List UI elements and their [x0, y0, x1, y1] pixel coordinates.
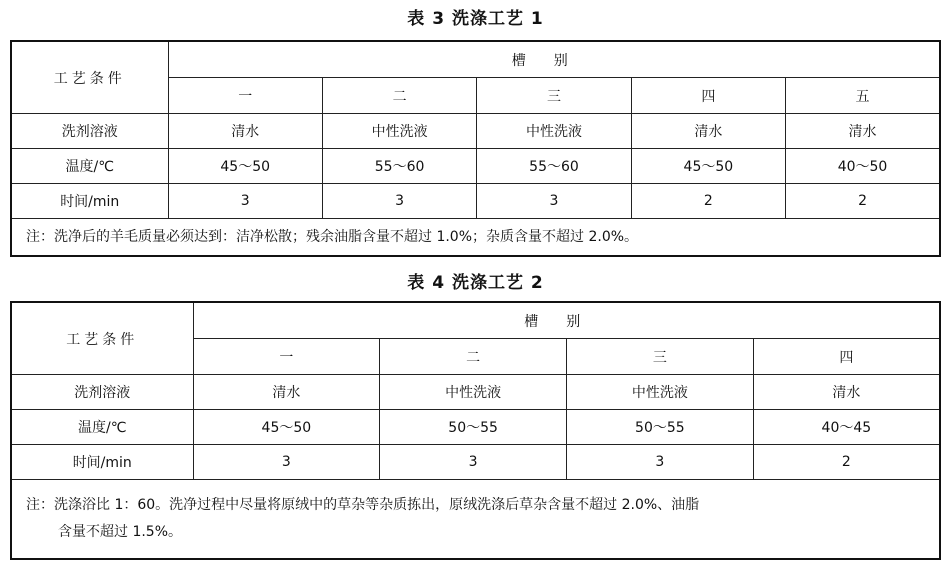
table-cell: 3	[193, 445, 380, 480]
table-cell: 清水	[786, 114, 940, 149]
table-cell: 3	[168, 184, 322, 219]
table4-col-2: 二	[380, 339, 567, 375]
table-cell: 45～50	[168, 149, 322, 184]
table-row	[11, 114, 940, 149]
row-label: 时间/min	[11, 445, 193, 480]
table4-header-row	[11, 302, 940, 339]
table-cell: 2	[786, 184, 940, 219]
table-row	[11, 375, 940, 410]
table-row	[11, 149, 940, 184]
table-cell: 50～55	[567, 410, 754, 445]
table-cell: 55～60	[322, 149, 476, 184]
table4-note-line1: 注：洗涤浴比 1：60。洗净过程中尽量将原绒中的草杂等杂质拣出，原绒洗涤后草杂含量不超过 2.0%、油脂	[26, 497, 700, 513]
table-cell: 中性洗液	[380, 375, 567, 410]
row-label: 洗剂溶液	[11, 114, 168, 149]
table-row	[11, 410, 940, 445]
table-cell: 45～50	[193, 410, 380, 445]
row-label: 洗剂溶液	[11, 375, 193, 410]
table3-header-row	[11, 41, 940, 78]
table-row	[11, 184, 940, 219]
table-cell: 50～55	[380, 410, 567, 445]
table-cell: 中性洗液	[567, 375, 754, 410]
table-cell: 2	[753, 445, 940, 480]
table3-caption: 表 3 洗涤工艺 1	[407, 9, 544, 29]
table-cell: 3	[477, 184, 631, 219]
table4-note	[11, 480, 940, 560]
table4	[10, 301, 941, 560]
table3-col-4: 四	[631, 78, 785, 114]
table-cell: 40～50	[786, 149, 940, 184]
table-cell: 3	[567, 445, 754, 480]
table-row	[11, 445, 940, 480]
table3-col-1: 一	[168, 78, 322, 114]
table3-col-5: 五	[786, 78, 940, 114]
table-cell: 清水	[168, 114, 322, 149]
table4-condition-header: 工艺条件	[11, 302, 193, 375]
table-cell: 3	[380, 445, 567, 480]
row-label: 时间/min	[11, 184, 168, 219]
table-cell: 中性洗液	[477, 114, 631, 149]
table-cell: 清水	[193, 375, 380, 410]
table3	[10, 40, 941, 257]
table3-group-header: 槽别	[168, 41, 940, 78]
table-cell: 3	[322, 184, 476, 219]
table3-note-row	[11, 219, 940, 257]
table-cell: 55～60	[477, 149, 631, 184]
row-label: 温度/℃	[11, 149, 168, 184]
table3-note: 注：洗净后的羊毛质量必须达到：洁净松散；残余油脂含量不超过 1.0%；杂质含量不超过 2.0%。	[11, 219, 940, 257]
row-label: 温度/℃	[11, 410, 193, 445]
table-cell: 清水	[631, 114, 785, 149]
table-cell: 40～45	[753, 410, 940, 445]
table-cell: 45～50	[631, 149, 785, 184]
table4-note-line2: 含量不超过 1.5%。	[58, 524, 183, 540]
table4-col-4: 四	[753, 339, 940, 375]
table3-col-2: 二	[322, 78, 476, 114]
table4-group-header: 槽别	[193, 302, 940, 339]
table4-note-row	[11, 480, 940, 560]
table3-condition-header: 工艺条件	[11, 41, 168, 114]
table-cell: 2	[631, 184, 785, 219]
table4-col-3: 三	[567, 339, 754, 375]
table3-col-3: 三	[477, 78, 631, 114]
table-cell: 清水	[753, 375, 940, 410]
table4-caption: 表 4 洗涤工艺 2	[407, 273, 544, 293]
table4-col-1: 一	[193, 339, 380, 375]
table-cell: 中性洗液	[322, 114, 476, 149]
